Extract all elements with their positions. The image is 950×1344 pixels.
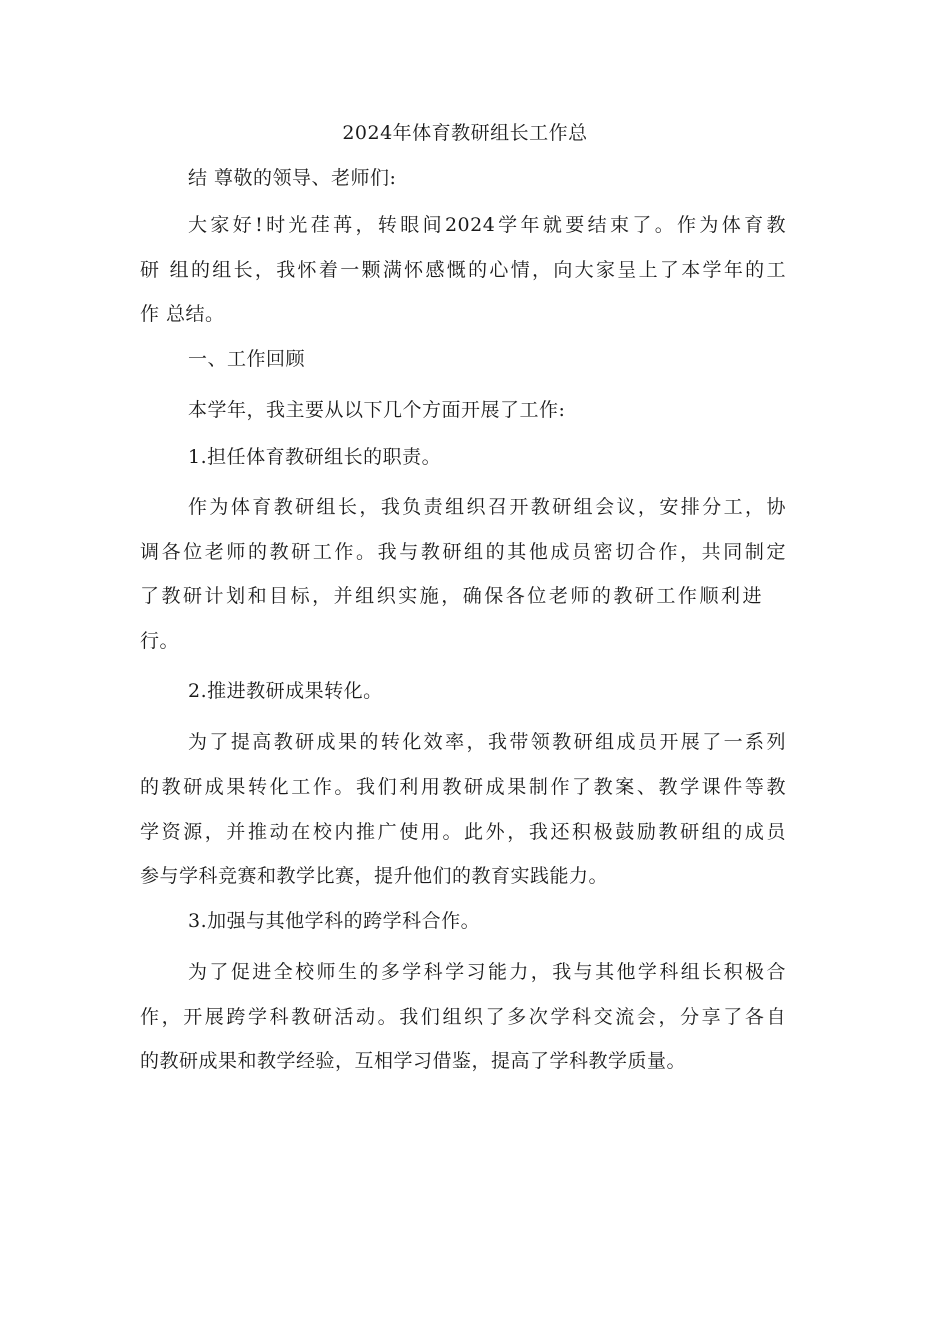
text-line: 大家好!时光荏苒，转眼间2024学年就要结束了。作为体育教	[188, 214, 786, 236]
text-line: 本学年，我主要从以下几个方面开展了工作:	[188, 399, 566, 421]
text-line: 的教研成果转化工作。我们利用教研成果制作了教案、教学课件等教	[140, 776, 786, 798]
document-title: 2024年体育教研组长工作总	[342, 122, 588, 144]
text-line: 研 组的组长，我怀着一颗满怀感慨的心情，向大家呈上了本学年的工	[140, 259, 786, 281]
text-line: 的教研成果和教学经验，互相学习借鉴，提高了学科教学质量。	[140, 1050, 687, 1072]
text-line: 为了提高教研成果的转化效率，我带领教研组成员开展了一系列	[188, 731, 786, 753]
section-heading: 一、工作回顾	[188, 348, 306, 370]
text-line: 作 总结。	[140, 303, 225, 325]
text-line: 作为体育教研组长，我负责组织召开教研组会议，安排分工，协	[188, 496, 786, 518]
text-line: 学资源，并推动在校内推广使用。此外，我还积极鼓励教研组的成员	[140, 821, 786, 843]
text-line: 参与学科竞赛和教学比赛，提升他们的教育实践能力。	[140, 865, 609, 887]
text-line: 调各位老师的教研工作。我与教研组的其他成员密切合作，共同制定	[140, 541, 786, 563]
text-line: 为了促进全校师生的多学科学习能力，我与其他学科组长积极合	[188, 961, 786, 983]
list-item-heading: 1.担任体育教研组长的职责。	[188, 446, 442, 468]
list-item-heading: 3.加强与其他学科的跨学科合作。	[188, 910, 481, 932]
text-line: 了教研计划和目标，并组织实施，确保各位老师的教研工作顺利进	[140, 585, 762, 607]
list-item-heading: 2.推进教研成果转化。	[188, 680, 383, 702]
text-line: 作，开展跨学科教研活动。我们组织了多次学科交流会，分享了各自	[140, 1006, 786, 1028]
text-line: 行。	[140, 630, 180, 652]
text-line: 结 尊敬的领导、老师们:	[188, 167, 397, 189]
